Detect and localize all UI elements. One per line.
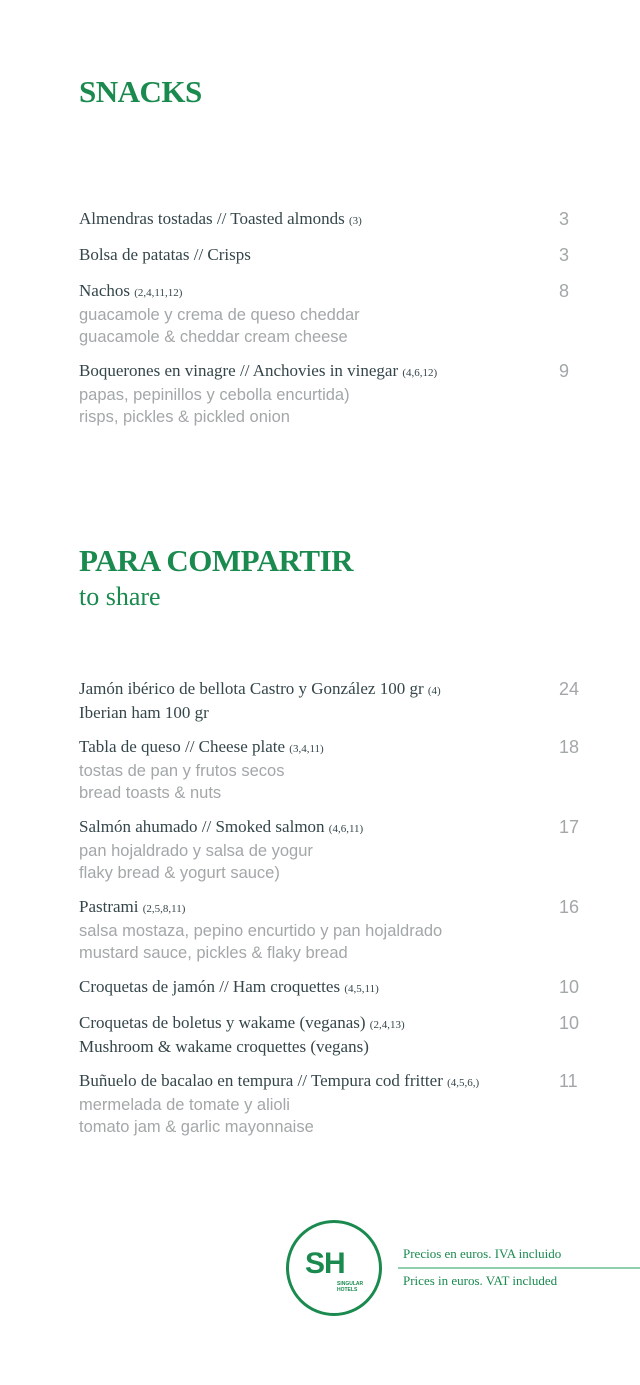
item-price: 8 — [559, 281, 570, 301]
item-price: 24 — [559, 679, 580, 699]
item-name-text: Nachos — [79, 281, 130, 300]
item-description: bread toasts & nuts — [79, 784, 222, 802]
price-note-en: Prices in euros. VAT included — [403, 1273, 558, 1288]
item-description: guacamole & cheddar cream cheese — [79, 328, 348, 346]
item-description: flaky bread & yogurt sauce) — [79, 864, 280, 882]
item-allergens: (2,4,13) — [369, 1019, 405, 1031]
item-price: 9 — [559, 361, 570, 381]
item-name — [79, 244, 589, 268]
item-allergens: (2,4,11,12) — [134, 287, 183, 299]
price-note-es: Precios en euros. IVA incluido — [403, 1246, 562, 1261]
item-name-text: Pastrami — [79, 897, 139, 916]
item-name-text: Croquetas de boletus y wakame (veganas) — [79, 1013, 366, 1032]
item-price: 17 — [559, 817, 580, 837]
item-name-text: Croquetas de jamón // Ham croquettes — [79, 977, 341, 996]
snacks-title: SNACKS — [79, 74, 202, 109]
item-name-en: Mushroom & wakame croquettes (vegans) — [79, 1037, 369, 1056]
item-name-text: Almendras tostadas // Toasted almonds — [79, 209, 345, 228]
item-allergens: (4,6,11) — [328, 823, 364, 835]
menu-item — [79, 736, 589, 804]
item-name — [79, 208, 589, 232]
item-description: tostas de pan y frutos secos — [79, 762, 285, 780]
item-name — [79, 1012, 589, 1036]
menu-item — [79, 280, 589, 348]
logo-text: SH — [305, 1247, 345, 1280]
item-allergens: (3,4,11) — [289, 743, 324, 755]
item-name — [79, 736, 589, 760]
divider — [398, 1267, 640, 1269]
menu-item — [79, 360, 589, 428]
item-name — [79, 360, 589, 384]
item-name — [79, 678, 589, 702]
item-description: mustard sauce, pickles & flaky bread — [79, 944, 348, 962]
item-price: 3 — [559, 245, 570, 265]
item-name-text: Buñuelo de bacalao en tempura // Tempura cod fritter — [79, 1071, 443, 1090]
share-list — [79, 678, 589, 1150]
item-allergens: (4,6,12) — [402, 367, 438, 379]
item-price: 10 — [559, 977, 580, 997]
item-allergens: (3) — [348, 215, 362, 227]
item-name-text: Salmón ahumado // Smoked salmon — [79, 817, 325, 836]
menu-item — [79, 896, 589, 964]
item-allergens: (2,5,8,11) — [142, 903, 186, 915]
item-price: 10 — [559, 1013, 580, 1033]
item-price: 16 — [559, 897, 580, 917]
item-allergens: (4,5,11) — [344, 983, 379, 995]
item-name — [79, 1070, 589, 1094]
item-price: 11 — [559, 1071, 578, 1091]
item-description: mermelada de tomate y alioli — [79, 1096, 290, 1114]
item-description: pan hojaldrado y salsa de yogur — [79, 842, 313, 860]
item-name-text: Jamón ibérico de bellota Castro y González 100 gr — [79, 679, 424, 698]
item-price: 3 — [559, 209, 570, 229]
item-allergens: (4) — [427, 685, 441, 697]
item-description: tomato jam & garlic mayonnaise — [79, 1118, 314, 1136]
menu-item — [79, 816, 589, 884]
share-subtitle: to share — [79, 582, 161, 611]
menu-item — [79, 976, 589, 1000]
item-description: risps, pickles & pickled onion — [79, 408, 290, 426]
item-name — [79, 816, 589, 840]
item-price: 18 — [559, 737, 580, 757]
menu-item — [79, 208, 589, 232]
item-description: guacamole y crema de queso cheddar — [79, 306, 360, 324]
item-description: salsa mostaza, pepino encurtido y pan hojaldrado — [79, 922, 443, 940]
item-name-en: Iberian ham 100 gr — [79, 703, 209, 722]
item-name-text: Bolsa de patatas // Crisps — [79, 245, 251, 264]
item-name-text: Boquerones en vinagre // Anchovies in vinegar — [79, 361, 399, 380]
item-name-text: Tabla de queso // Cheese plate — [79, 737, 286, 756]
snacks-list — [79, 208, 589, 440]
menu-item — [79, 1012, 589, 1058]
singular-hotels-logo — [286, 1220, 382, 1316]
item-allergens: (4,5,6,) — [447, 1077, 480, 1089]
share-title: PARA COMPARTIR — [79, 543, 354, 578]
logo-subtext: SINGULAR HOTELS — [337, 1281, 364, 1293]
item-name — [79, 976, 589, 1000]
menu-item — [79, 244, 589, 268]
item-name — [79, 896, 589, 920]
item-name — [79, 280, 589, 304]
menu-item — [79, 1070, 589, 1138]
menu-item — [79, 678, 589, 724]
item-description: papas, pepinillos y cebolla encurtida) — [79, 386, 350, 404]
